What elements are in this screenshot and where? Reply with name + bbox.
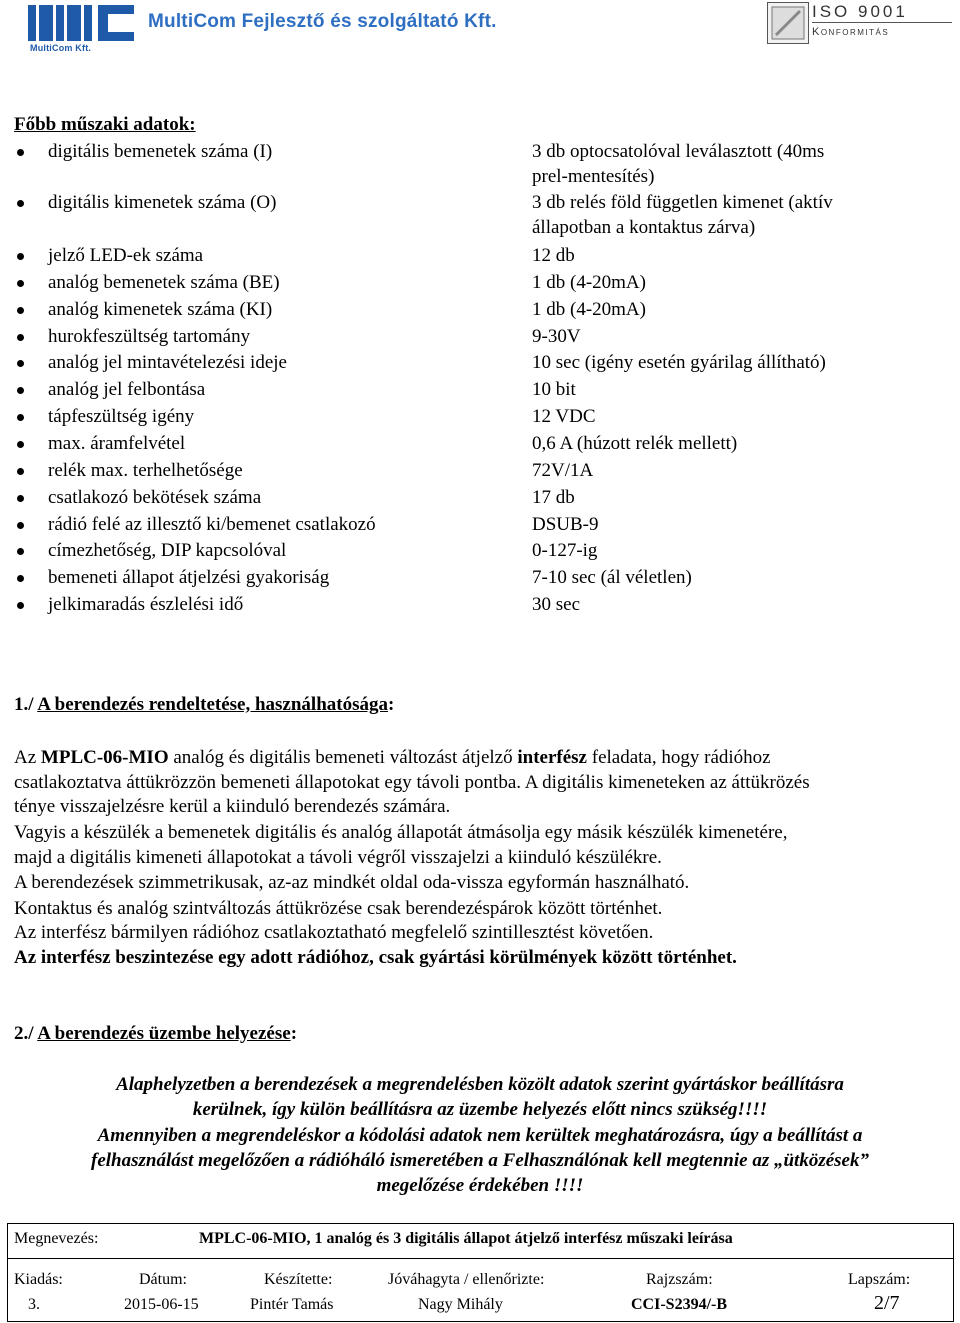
spec-value: 1 db (4-20mA) [532, 272, 646, 293]
spec-label: csatlakozó bekötések száma [48, 487, 262, 508]
spec-value-cont: állapotban a kontaktus zárva) [532, 217, 756, 238]
spec-value: 12 VDC [532, 406, 596, 427]
spec-label: címezhetőség, DIP kapcsolóval [48, 540, 287, 561]
bullet-icon [17, 200, 24, 207]
spec-value: 7-10 sec (ál véletlen) [532, 567, 692, 588]
footer-megnevezes-value: MPLC-06-MIO, 1 analóg és 3 digitális állapot átjelző interfész műszaki leírása [199, 1230, 733, 1247]
section1-paragraph-line: ténye visszajelzésre kerül a kiinduló berendezés számára. [14, 796, 451, 817]
spec-label: digitális kimenetek száma (O) [48, 192, 277, 213]
section2-line: Amennyiben a megrendeléskor a kódolási adatok nem kerültek meghatározásra, úgy a beállítást a [97, 1125, 863, 1146]
spec-label: max. áramfelvétel [48, 433, 186, 454]
section1-bold-note: Az interfész beszintezése egy adott rádióhoz, csak gyártási körülmények között történhet. [14, 947, 737, 968]
company-name: MultiCom Fejlesztő és szolgáltató Kft. [148, 11, 497, 32]
spec-value: 0-127-ig [532, 540, 598, 561]
bullet-icon [17, 522, 24, 529]
logo-subtitle: MultiCom Kft. [30, 43, 92, 53]
spec-label: analóg kimenetek száma (KI) [48, 299, 273, 320]
footer-kiadas-label: Kiadás: [14, 1271, 63, 1288]
footer-rajzszam-value: CCI-S2394/-B [631, 1296, 728, 1313]
spec-label: analóg bemenetek száma (BE) [48, 272, 280, 293]
footer-keszitette-value: Pintér Tamás [250, 1296, 334, 1313]
spec-value: 0,6 A (húzott relék mellett) [532, 433, 738, 454]
spec-value: 17 db [532, 487, 575, 508]
spec-value: 9-30V [532, 326, 581, 347]
footer-megnevezes-label: Megnevezés: [14, 1230, 99, 1247]
bullet-icon [17, 307, 24, 314]
spec-value: DSUB-9 [532, 514, 599, 535]
spec-value-cont: prel-mentesítés) [532, 166, 655, 187]
bullet-icon [17, 280, 24, 287]
section1-title: 1./ A berendezés rendeltetése, használhatósága: [14, 694, 395, 715]
section2-line: kerülnek, így külön beállításra az üzembe helyezés előtt nincs szükség!!!! [192, 1099, 768, 1120]
section1-paragraph-line: csatlakoztatva áttükrözzön bemeneti állapotokat egy távoli pontba. A digitális kimeneteken az áttükrözés [14, 772, 810, 793]
spec-value: 72V/1A [532, 460, 594, 481]
section1-paragraph-line: Az interfész bármilyen rádióhoz csatlakoztatható megfelelő szintillesztést követően. [14, 922, 654, 943]
bullet-icon [17, 602, 24, 609]
spec-value: 10 sec (igény esetén gyárilag állítható) [532, 352, 826, 373]
bullet-icon [17, 149, 24, 156]
section2-line: Alaphelyzetben a berendezések a megrendelésben közölt adatok szerint gyártáskor beállításra [116, 1074, 844, 1095]
spec-label: rádió felé az illesztő ki/bemenet csatlakozó [48, 514, 376, 535]
iso-title: ISO 9001 [812, 2, 908, 21]
footer-kiadas-value: 3. [28, 1296, 40, 1313]
section2-line: megelőzése érdekében !!!! [376, 1175, 584, 1196]
specs-heading: Főbb műszaki adatok: [14, 114, 196, 135]
bullet-icon [17, 253, 24, 260]
section1-paragraph-line: Vagyis a készülék a bemenetek digitális és analóg állapotát átmásolja egy másik készülék kimenetére, [14, 822, 788, 843]
section1-paragraph-line: Kontaktus és analóg szintváltozás áttükrözése csak berendezéspárok között történhet. [14, 898, 663, 919]
section1-paragraph-line: majd a digitális kimeneti állapotokat a távoli végről visszajelzi a kiinduló készülékre. [14, 847, 662, 868]
section1-paragraph-line: Az MPLC-06-MIO analóg és digitális bemeneti változást átjelző interfész feladata, hogy rádióhoz [14, 747, 771, 768]
document-footer-table [7, 1223, 954, 1322]
footer-lapszam-label: Lapszám: [848, 1271, 911, 1288]
bullet-icon [17, 575, 24, 582]
section2-title: 2./ A berendezés üzembe helyezése: [14, 1023, 298, 1044]
spec-value: 12 db [532, 245, 575, 266]
spec-label: analóg jel felbontása [48, 379, 206, 400]
bullet-icon [17, 441, 24, 448]
spec-value: 10 bit [532, 379, 576, 400]
spec-label: hurokfeszültség tartomány [48, 326, 251, 347]
iso-subtitle: Konformitás [812, 26, 890, 38]
spec-value: 3 db relés föld független kimenet (aktív [532, 192, 833, 213]
bullet-icon [17, 387, 24, 394]
section1-paragraph-line: A berendezések szimmetrikusak, az-az mindkét oldal oda-vissza egyformán használható. [14, 872, 690, 893]
footer-datum-label: Dátum: [139, 1271, 187, 1288]
footer-datum-value: 2015-06-15 [124, 1296, 199, 1313]
footer-lapszam-value: 2/7 [874, 1292, 900, 1314]
spec-value: 3 db optocsatolóval leválasztott (40ms [532, 141, 825, 162]
multicom-logo [28, 5, 138, 55]
iso-divider [812, 22, 952, 23]
page-header [0, 0, 960, 60]
footer-jovahagyta-value: Nagy Mihály [418, 1296, 503, 1313]
spec-label: bemeneti állapot átjelzési gyakoriság [48, 567, 330, 588]
spec-label: jelző LED-ek száma [48, 245, 204, 266]
bullet-icon [17, 548, 24, 555]
bullet-icon [17, 414, 24, 421]
spec-label: relék max. terhelhetősége [48, 460, 243, 481]
spec-value: 30 sec [532, 594, 581, 615]
bullet-icon [17, 468, 24, 475]
bullet-icon [17, 360, 24, 367]
section2-line: felhasználást megelőzően a rádióháló ismeretében a Felhasználónak kell megtennie az „ütközések” [91, 1150, 869, 1171]
spec-label: digitális bemenetek száma (I) [48, 141, 273, 162]
footer-keszitette-label: Készítette: [264, 1271, 333, 1288]
spec-label: tápfeszültség igény [48, 406, 195, 427]
bullet-icon [17, 495, 24, 502]
footer-rajzszam-label: Rajzszám: [646, 1271, 713, 1288]
bullet-icon [17, 334, 24, 341]
spec-label: analóg jel mintavételezési ideje [48, 352, 287, 373]
footer-jovahagyta-label: Jóváhagyta / ellenőrizte: [388, 1271, 545, 1288]
spec-label: jelkimaradás észlelési idő [48, 594, 244, 615]
iso-seal-icon [767, 2, 809, 44]
spec-value: 1 db (4-20mA) [532, 299, 646, 320]
